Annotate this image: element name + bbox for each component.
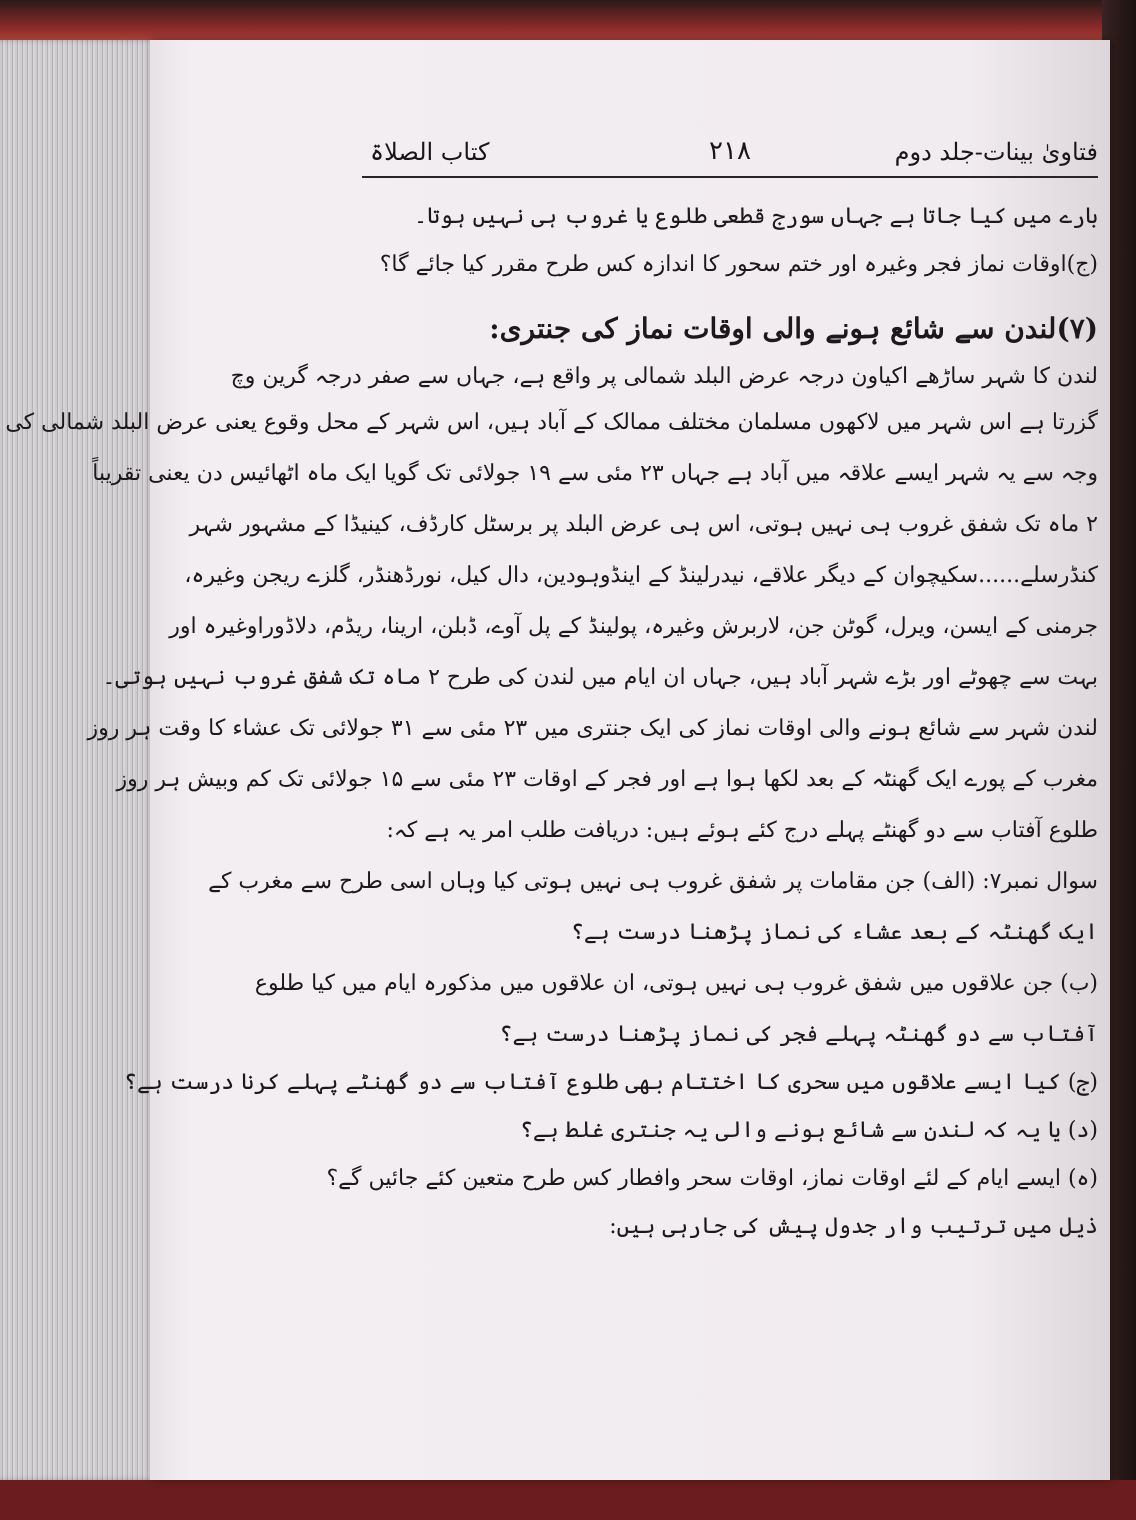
page-body: [5, 190, 1098, 1240]
text-line: لندن شہر سے شائع ہونے والی اوقات نماز کی ایک جنتری میں ۲۳ مئی سے ۳۱ جولائی تک عشاء کا وقت ہر روز: [87, 716, 1098, 741]
header-rule: [362, 176, 1098, 178]
text-line: وجہ سے یہ شہر ایسے علاقہ میں آباد ہے جہاں ۲۳ مئی سے ۱۹ جولائی تک گویا ایک ماہ اٹھائیس دن یعنی تقریباً: [92, 461, 1098, 486]
question-line: (ہ) ایسے ایام کے لئے اوقات نماز، اوقات سحر وافطار کس طرح متعین کئے جائیں گے؟: [326, 1166, 1098, 1191]
question-line: (د) یا یہ کہ لندن سے شائع ہونے والی یہ جنتری غلط ہے؟: [519, 1118, 1098, 1143]
question-line: (ج) کیا ایسے علاقوں میں سحری کا اختتام بھی طلوع آفتاب سے دو گھنٹے پہلے کرنا درست ہے؟: [124, 1070, 1098, 1095]
text-line: جرمنی کے ایسن، ویرل، گوٹن جن، لاربرش وغیرہ، پولینڈ کے پل آوے، ڈبلن، ارینا، ریڈم، دلاڈوراوغیرہ اور: [169, 614, 1098, 639]
text-line: مغرب کے پورے ایک گھنٹہ کے بعد لکھا ہوا ہے اور فجر کے اوقات ۲۳ مئی سے ۱۵ جولائی تک کم وبیش ہر روز: [116, 767, 1098, 792]
text-line: بہت سے چھوٹے اور بڑے شہر آباد ہیں، جہاں ان ایام میں لندن کی طرح ۲ ماہ تک شفق غروب نہیں ہوتی۔: [102, 665, 1098, 690]
section-heading: (۷)لندن سے شائع ہونے والی اوقات نماز کی جنتری:: [489, 312, 1098, 345]
page-stack-edges: [0, 40, 168, 1480]
text-line: بارے میں کیا جاتا ہے جہاں سورج قطعی طلوع یا غروب ہی نہیں ہوتا۔: [414, 204, 1098, 229]
question-line: سوال نمبر۷: (الف) جن مقامات پر شفق غروب ہی نہیں ہوتی کیا وہاں اسی طرح سے مغرب کے: [208, 869, 1098, 894]
text-line: کنڈرسلے......سکیچوان کے دیگر علاقے، نیدرلینڈ کے اینڈوہودین، دال کیل، نورڈھنڈر، گلزے ریجن وغیرہ،: [184, 563, 1098, 588]
text-line: طلوع آفتاب سے دو گھنٹے پہلے درج کئے ہوئے ہیں: دریافت طلب امر یہ ہے کہ:: [386, 818, 1098, 843]
text-line: آفتاب سے دو گھنٹہ پہلے فجر کی نماز پڑھنا درست ہے؟: [499, 1022, 1098, 1047]
page-header: [362, 130, 1098, 174]
text-line: ایک گھنٹہ کے بعد عشاء کی نماز پڑھنا درست ہے؟: [570, 920, 1098, 945]
text-line: (ج)اوقات نماز فجر وغیرہ اور ختم سحور کا اندازہ کس طرح مقرر کیا جائے گا؟: [379, 252, 1098, 277]
page-number: ۲۱۸: [709, 136, 751, 166]
question-line: (ب) جن علاقوں میں شفق غروب ہی نہیں ہوتی، ان علاقوں میں مذکورہ ایام میں کیا طلوع: [254, 971, 1098, 996]
chapter-title: کتاب الصلاۃ: [370, 138, 490, 166]
text-line: ۲ ماہ تک شفق غروب ہی نہیں ہوتی، اس ہی عرض البلد پر برسٹل کارڈف، کینیڈا کے مشہور شہر: [189, 512, 1098, 537]
book-cover-bottom: [0, 1480, 1136, 1520]
text-line: ذیل میں ترتیب وار جدول پیش کی جارہی ہیں:: [609, 1214, 1098, 1239]
text-line: لندن کا شہر ساڑھے اکیاون درجہ عرض البلد شمالی پر واقع ہے، جہاں سے صفر درجہ گرین وچ: [230, 364, 1098, 389]
book-title: فتاویٰ بینات-جلد دوم: [894, 138, 1098, 166]
text-line: گزرتا ہے اس شہر میں لاکھوں مسلمان مختلف ممالک کے آباد ہیں، اس شہر کے محل وقوع یعنی عرض البلد شمالی کی: [5, 410, 1098, 435]
